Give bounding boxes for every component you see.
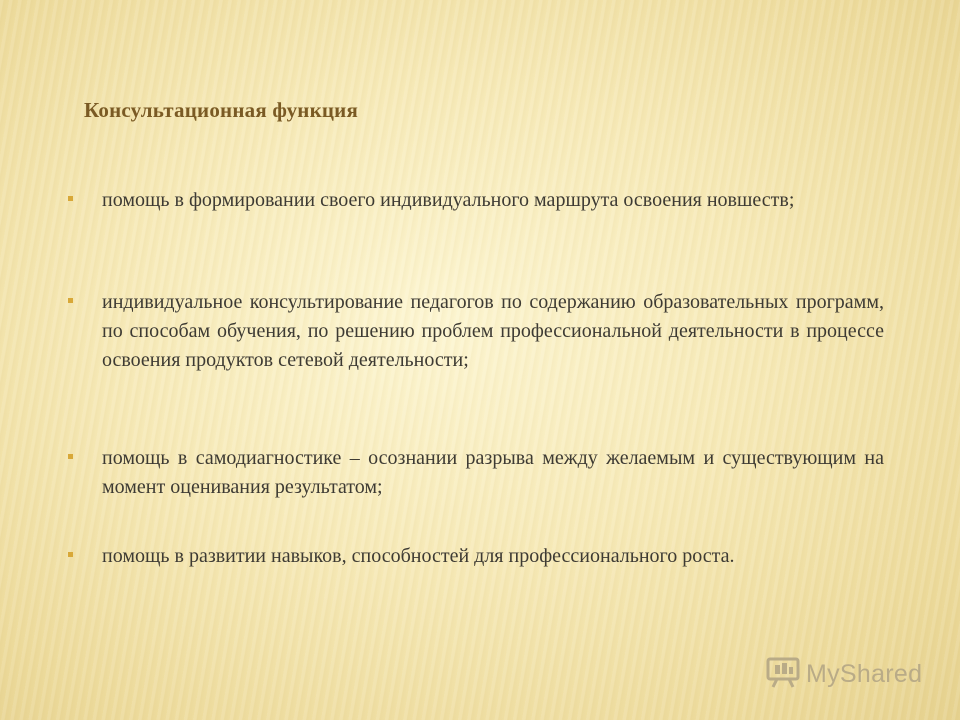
bullet-marker-icon bbox=[68, 298, 73, 303]
list-item-text: помощь в развитии навыков, способностей для профессионального роста. bbox=[102, 545, 735, 567]
presentation-board-icon bbox=[766, 656, 800, 693]
list-item bbox=[60, 444, 890, 502]
list-item bbox=[60, 186, 890, 215]
bullet-marker-icon bbox=[68, 552, 73, 557]
slide-title: Консультационная функция bbox=[84, 98, 359, 122]
list-item-text: индивидуальное консультирование педагогов по содержанию образовательных программ, по способам обучения, по решению проблем профессиональной деятельности в процессе освоения продуктов сетевой деятельности; bbox=[102, 291, 884, 371]
bullet-marker-icon bbox=[68, 454, 73, 459]
watermark-logo bbox=[766, 656, 922, 693]
watermark-text: MyShared bbox=[806, 660, 923, 688]
list-item-text: помощь в самодиагностике – осознании разрыва между желаемым и существующим на момент оценивания результатом; bbox=[102, 447, 884, 498]
list-item bbox=[60, 288, 890, 375]
bullet-marker-icon bbox=[68, 196, 73, 201]
list-item-text: помощь в формировании своего индивидуального маршрута освоения новшеств; bbox=[102, 189, 795, 211]
list-item bbox=[60, 542, 890, 571]
